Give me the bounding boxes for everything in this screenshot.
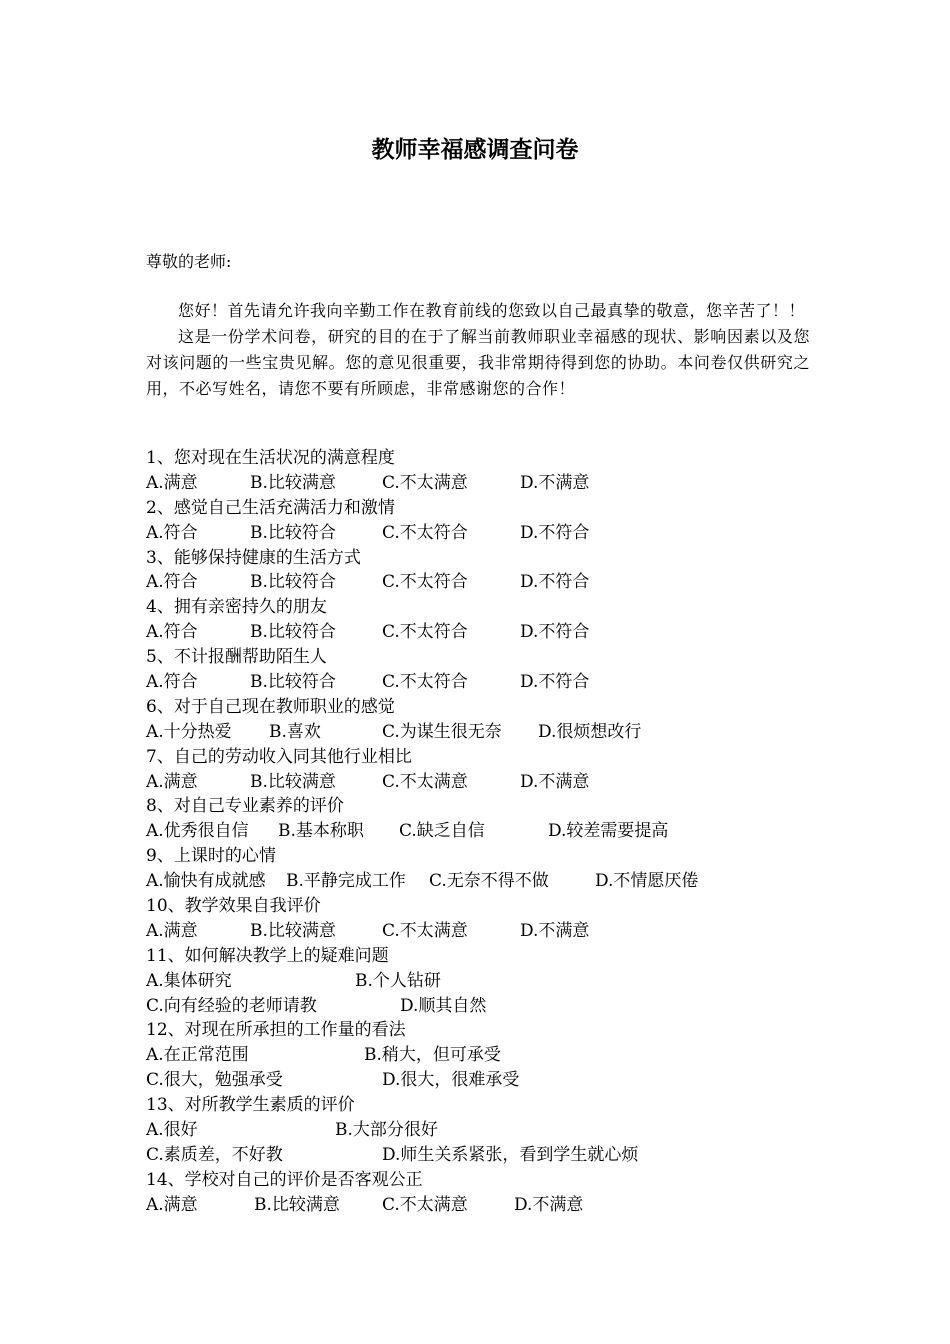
question-text: 3、能够保持健康的生活方式 [146, 547, 361, 568]
question-text: 2、感觉自己生活充满活力和激情 [146, 497, 395, 518]
option-b[interactable]: B.比较满意 [250, 920, 336, 941]
document-title: 教师幸福感调查问卷 [371, 137, 579, 163]
option-c[interactable]: C.为谋生很无奈 [382, 721, 502, 742]
option-row [146, 1193, 866, 1218]
option-a[interactable]: A.满意 [146, 1194, 198, 1215]
option-b[interactable]: B.比较符合 [250, 572, 336, 593]
option-d[interactable]: D.不满意 [520, 920, 590, 941]
option-c[interactable]: C.不太满意 [382, 771, 468, 792]
option-a[interactable]: A.满意 [146, 771, 198, 792]
option-row [146, 521, 866, 546]
option-a[interactable]: A.符合 [146, 522, 198, 543]
option-b[interactable]: B.比较符合 [250, 672, 336, 693]
option-row [146, 770, 866, 795]
option-b[interactable]: B.基本称职 [278, 821, 364, 842]
option-a[interactable]: A.符合 [146, 572, 198, 593]
option-b[interactable]: B.稍大，但可承受 [364, 1045, 501, 1066]
option-a[interactable]: A.很好 [146, 1120, 198, 1141]
question-text: 12、对现在所承担的工作量的看法 [146, 1020, 406, 1041]
option-row [146, 1118, 866, 1143]
question-text: 10、教学效果自我评价 [146, 896, 321, 917]
option-row [146, 919, 866, 944]
option-b[interactable]: B.喜欢 [269, 721, 321, 742]
option-b[interactable]: B.比较满意 [254, 1194, 340, 1215]
option-c[interactable]: C.缺乏自信 [399, 821, 485, 842]
question-text: 9、上课时的心情 [146, 846, 276, 867]
option-row [146, 969, 866, 994]
option-c[interactable]: C.不太符合 [382, 672, 468, 693]
option-a[interactable]: A.满意 [146, 920, 198, 941]
question-text: 8、对自己专业素养的评价 [146, 796, 344, 817]
option-row [146, 670, 866, 695]
option-d[interactable]: D.较差需要提高 [548, 821, 669, 842]
option-c[interactable]: C.不太满意 [382, 472, 468, 493]
option-row [146, 1143, 866, 1168]
option-b[interactable]: B.比较满意 [250, 771, 336, 792]
question-text: 1、您对现在生活状况的满意程度 [146, 448, 395, 468]
option-row [146, 869, 866, 894]
option-a[interactable]: A.符合 [146, 622, 198, 643]
salutation: 尊敬的老师: [146, 252, 232, 271]
option-d[interactable]: D.顺其自然 [400, 995, 487, 1016]
question-text: 7、自己的劳动收入同其他行业相比 [146, 746, 412, 767]
question-list [146, 446, 866, 1218]
question-text: 6、对于自己现在教师职业的感觉 [146, 696, 395, 717]
option-b[interactable]: B.个人钻研 [355, 970, 441, 991]
option-d[interactable]: D.很烦想改行 [538, 721, 642, 742]
option-row [146, 620, 866, 645]
option-d[interactable]: D.不符合 [520, 522, 590, 543]
option-row [146, 570, 866, 595]
option-a[interactable]: A.在正常范围 [146, 1045, 249, 1066]
option-c[interactable]: C.不太满意 [382, 1194, 468, 1215]
question-text: 11、如何解决教学上的疑难问题 [146, 945, 389, 966]
option-d[interactable]: D.不符合 [520, 672, 590, 693]
option-c[interactable]: C.不太符合 [382, 622, 468, 643]
question-text: 14、学校对自己的评价是否客观公正 [146, 1169, 423, 1190]
option-row [146, 1043, 866, 1068]
intro-text [146, 298, 810, 402]
option-c[interactable]: C.不太符合 [382, 522, 468, 543]
option-d[interactable]: D.不满意 [520, 472, 590, 493]
option-row [146, 471, 866, 496]
option-row [146, 819, 866, 844]
option-a[interactable]: A.优秀很自信 [146, 821, 249, 842]
question-text: 5、不计报酬帮助陌生人 [146, 647, 327, 668]
option-d[interactable]: D.很大，很难承受 [382, 1070, 520, 1091]
option-b[interactable]: B.大部分很好 [335, 1120, 438, 1141]
question-text: 4、拥有亲密持久的朋友 [146, 597, 327, 618]
option-a[interactable]: A.符合 [146, 672, 198, 693]
option-c[interactable]: C.素质差，不好教 [146, 1144, 283, 1165]
option-a[interactable]: A.满意 [146, 472, 198, 493]
option-c[interactable]: C.无奈不得不做 [429, 871, 549, 892]
option-d[interactable]: D.不满意 [520, 771, 590, 792]
option-a[interactable]: A.愉快有成就感 [146, 871, 266, 892]
question-text: 13、对所教学生素质的评价 [146, 1095, 355, 1116]
option-row [146, 1068, 866, 1093]
option-c[interactable]: C.不太满意 [382, 920, 468, 941]
option-b[interactable]: B.比较满意 [250, 472, 336, 493]
intro-paragraph: 您好！首先请允许我向辛勤工作在教育前线的您致以自己最真挚的敬意，您辛苦了！！ [178, 301, 806, 320]
option-b[interactable]: B.比较符合 [250, 522, 336, 543]
option-b[interactable]: B.平静完成工作 [286, 871, 406, 892]
option-row [146, 720, 866, 745]
option-c[interactable]: C.向有经验的老师请教 [146, 995, 317, 1016]
option-row [146, 994, 866, 1019]
option-c[interactable]: C.很大，勉强承受 [146, 1070, 283, 1091]
option-d[interactable]: D.不符合 [520, 622, 590, 643]
option-d[interactable]: D.师生关系紧张，看到学生就心烦 [382, 1144, 639, 1165]
intro-paragraph: 这是一份学术问卷，研究的目的在于了解当前教师职业幸福感的现状、影响因素以及您对该问题的一些宝贵见解。您的意见很重要，我非常期待得到您的协助。本问卷仅供研究之用，不必写姓名，请您不要有所顾虑，非常感谢您的合作！ [146, 327, 810, 398]
option-d[interactable]: D.不满意 [514, 1194, 584, 1215]
option-d[interactable]: D.不符合 [520, 572, 590, 593]
option-a[interactable]: A.十分热爱 [146, 721, 232, 742]
option-d[interactable]: D.不情愿厌倦 [595, 871, 699, 892]
option-b[interactable]: B.比较符合 [250, 622, 336, 643]
option-a[interactable]: A.集体研究 [146, 970, 232, 991]
option-c[interactable]: C.不太符合 [382, 572, 468, 593]
